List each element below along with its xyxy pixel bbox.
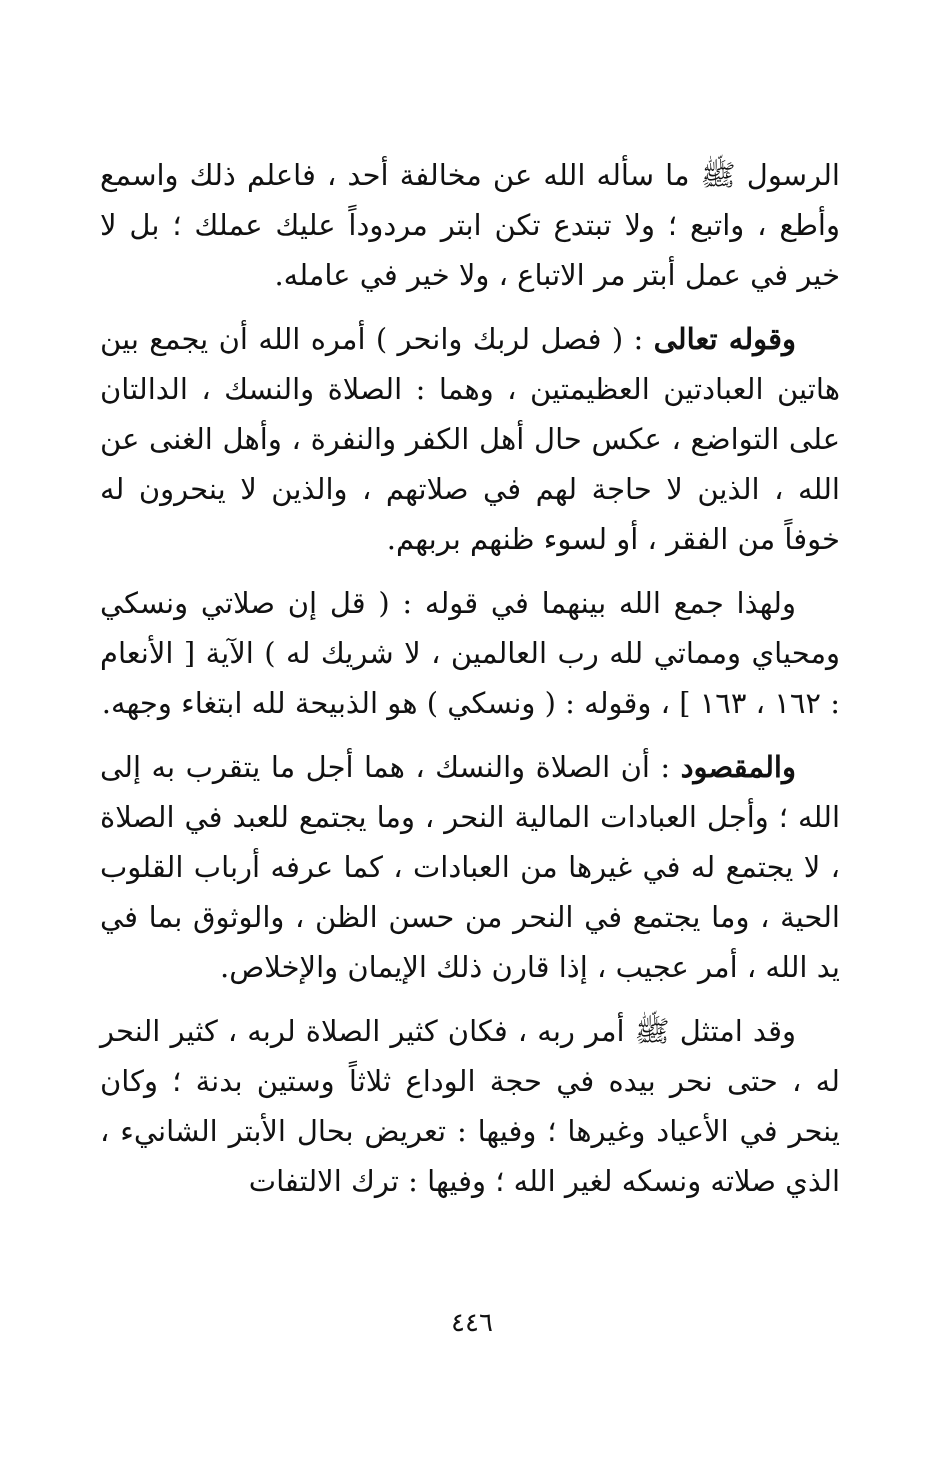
paragraph-1 <box>100 150 840 300</box>
paragraph-text: ولهذا جمع الله بينهما في قوله : ( قل إن صلاتي ونسكي ومحياي ومماتي لله رب العالمين ، لا شريك له ) الآية [ الأنعام : ١٦٢ ، ١٦٣ ] ، وقوله : ( ونسكي ) هو الذبيحة لله ابتغاء وجهه. <box>100 586 840 720</box>
page-text <box>100 150 840 1220</box>
paragraph-2 <box>100 314 840 564</box>
page-number: ٤٤٦ <box>451 1308 493 1338</box>
paragraph-lead: وقوله تعالى <box>653 322 797 356</box>
paragraph-text: الرسول ﷺ ما سأله الله عن مخالفة أحد ، فاعلم ذلك واسمع وأطع ، واتبع ؛ ولا تبتدع تكن ابتر مردوداً عليك عملك ؛ بل لا خير في عمل أبتر مر الاتباع ، ولا خير في عامله. <box>100 158 840 292</box>
paragraph-5 <box>100 1006 840 1206</box>
paragraph-lead: والمقصود <box>680 750 796 784</box>
paragraph-text: : ( فصل لربك وانحر ) أمره الله أن يجمع بين هاتين العبادتين العظيمتين ، وهما : الصلاة والنسك ، الدالتان على التواضع ، عكس حال أهل الكفر والنفرة ، وأهل الغنى عن الله ، الذين لا حاجة لهم في صلاتهم ، والذين لا ينحرون له خوفاً من الفقر ، أو لسوء ظنهم بربهم. <box>100 322 841 556</box>
paragraph-text: : أن الصلاة والنسك ، هما أجل ما يتقرب به إلى الله ؛ وأجل العبادات المالية النحر ، وما يجتمع للعبد في الصلاة ، لا يجتمع له في غيرها من العبادات ، كما عرفه أرباب القلوب الحية ، وما يجتمع في النحر من حسن الظن ، والوثوق بما في يد الله ، أمر عجيب ، إذا قارن ذلك الإيمان والإخلاص. <box>100 750 840 984</box>
paragraph-4 <box>100 742 840 992</box>
paragraph-3 <box>100 578 840 728</box>
paragraph-text: وقد امتثل ﷺ أمر ربه ، فكان كثير الصلاة لربه ، كثير النحر له ، حتى نحر بيده في حجة الوداع ثلاثاً وستين بدنة ؛ وكان ينحر في الأعياد وغيرها ؛ وفيها : تعريض بحال الأبتر الشانيء ، الذي صلاته ونسكه لغير الله ؛ وفيها : ترك الالتفات <box>100 1014 840 1198</box>
